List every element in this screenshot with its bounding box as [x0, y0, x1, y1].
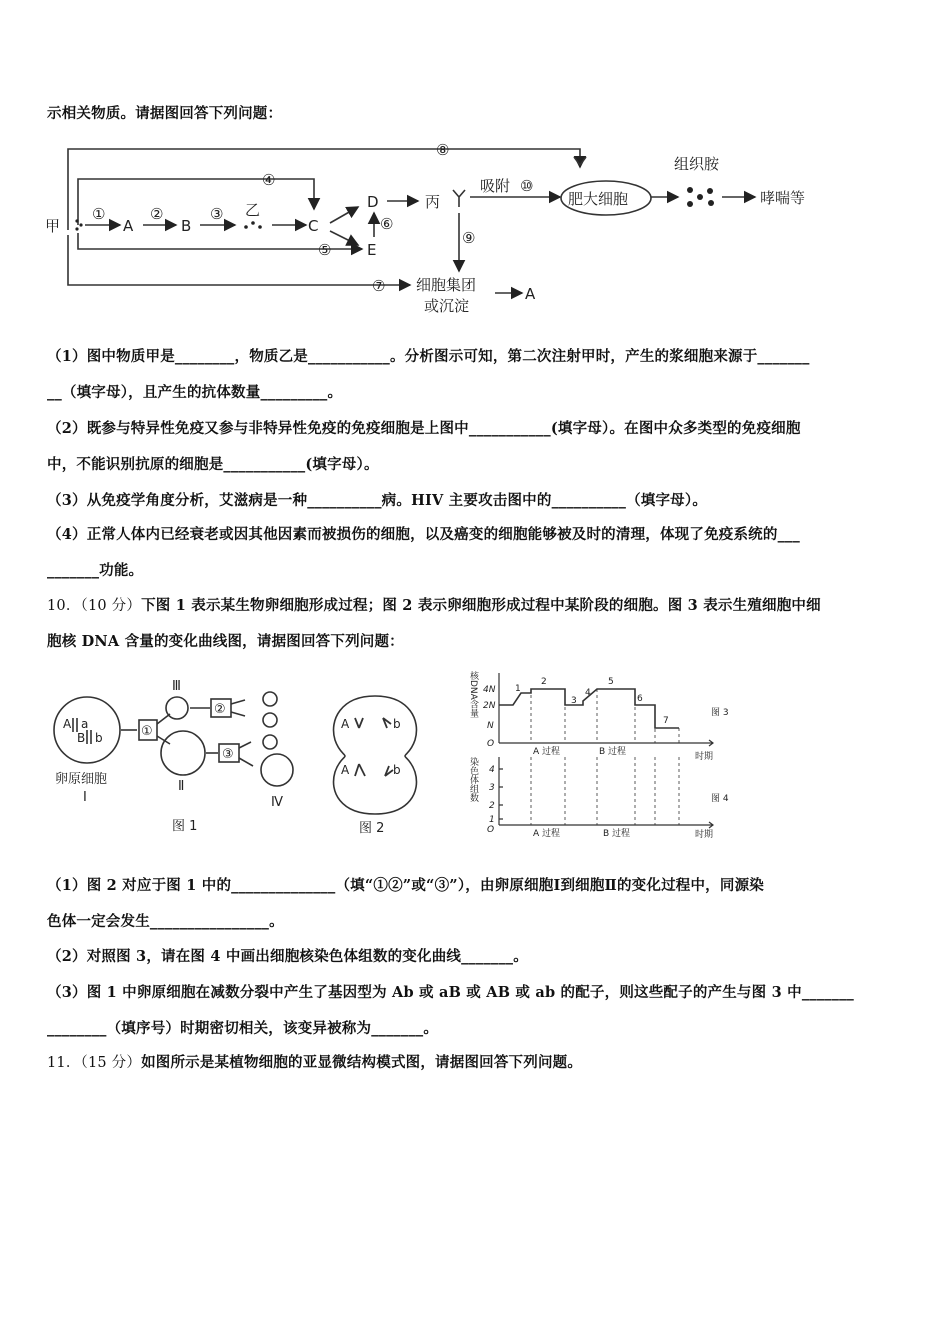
polar-arrow-3	[239, 742, 251, 748]
fig3-xlabel: 时期	[695, 752, 714, 762]
label-a2: A	[525, 285, 536, 303]
dividing-cell	[334, 696, 417, 814]
fig3-tick-o: O	[487, 739, 495, 749]
figure-2	[325, 690, 425, 840]
chromosome-top-right	[383, 718, 391, 728]
gene-b-lower: b	[95, 731, 103, 745]
fig4-tick-2: 2	[489, 801, 495, 811]
q9-p4-line2: _______功能。	[47, 562, 144, 579]
q11-number: 11．（15 分）	[47, 1055, 142, 1071]
step-1: ①	[92, 205, 106, 223]
polar-arrow-4	[239, 758, 253, 766]
gene-a-upper: A	[63, 717, 72, 731]
cell2-circle	[161, 731, 205, 775]
chromosome-b	[87, 730, 91, 744]
fig3-period-a: A 过程	[533, 747, 561, 757]
q9-p1-line1: （1）图中物质甲是________，物质乙是___________。分析图示可知，第二次注射甲时，产生的浆细胞来源于_______	[47, 348, 810, 365]
polar-body	[263, 713, 277, 727]
fig3-stage-7: 7	[663, 716, 669, 726]
label-cluster-2: 或沉淀	[424, 297, 470, 315]
chromosome-bottom-left	[355, 764, 365, 776]
q10-p2: （2）对照图 3，请在图 4 中画出细胞核染色体组数的变化曲线_______。	[47, 948, 528, 965]
step-9: ⑨	[462, 229, 476, 247]
chromosome-top-left	[355, 718, 363, 728]
fig2-top-right: b	[393, 717, 401, 731]
fig4-tick-3: 3	[489, 783, 495, 793]
step3-label: ③	[222, 747, 234, 762]
q10-stem-text: 下图 1 表示某生物卵细胞形成过程；图 2 表示卵细胞形成过程中某阶段的细胞。图 3 表示生殖细胞中细	[141, 597, 821, 614]
fig3-stage-3: 3	[571, 696, 577, 706]
fig2-bottom-right: b	[393, 763, 401, 777]
label-b: B	[181, 217, 192, 235]
gene-b-upper: B	[77, 731, 86, 745]
step-7: ⑦	[372, 277, 386, 295]
histamine-dot	[707, 188, 713, 194]
label-c: C	[308, 217, 319, 235]
label-bing: 丙	[425, 193, 441, 211]
egg-cell	[261, 754, 293, 786]
fig4-ylabel: 染色体组数	[468, 757, 478, 802]
label-e: E	[367, 241, 377, 259]
label-histamine: 组织胺	[674, 155, 720, 173]
oogonia-label-1: 卵原细胞	[55, 772, 108, 787]
histamine-dot	[697, 194, 703, 200]
fig2-top-left: A	[341, 717, 350, 731]
fig4-xlabel: 时期	[695, 830, 714, 840]
polar-body	[263, 735, 277, 749]
yi-dot	[251, 221, 255, 225]
fig3-tick-4n: 4N	[483, 685, 496, 695]
cell2-label: Ⅱ	[178, 779, 185, 794]
q10-p3-line2: ________（填序号）时期密切相关，该变异被称为_______。	[47, 1020, 439, 1037]
q11-stem: 如图所示是某植物细胞的亚显微结构模式图，请据图回答下列问题。	[141, 1054, 583, 1071]
polar-arrow-1	[231, 700, 245, 704]
fig4-tick-4: 4	[489, 765, 495, 775]
antigen-dot	[75, 219, 78, 222]
yi-dot	[244, 225, 248, 229]
fig3-period-b: B 过程	[599, 747, 627, 757]
q10-p1-line2: 色体一定会发生________________。	[47, 913, 284, 930]
q9-p3: （3）从免疫学角度分析，艾滋病是一种__________病。HIV 主要攻击图中的__________（填字母）。	[47, 492, 708, 509]
q9-p2-line1: （2）既参与特异性免疫又参与非特异性免疫的免疫细胞是上图中___________(填字母）。在图中众多类型的免疫细胞	[47, 420, 801, 437]
q11-line	[47, 1051, 582, 1072]
fig3-stage-1: 1	[515, 684, 521, 694]
path-7	[68, 235, 410, 285]
path-4	[78, 179, 314, 225]
arrow-c-d	[330, 207, 358, 223]
fig2-bottom-left: A	[341, 763, 350, 777]
oogonia-label-2: Ⅰ	[83, 790, 87, 805]
fig4-title: 图 4	[711, 794, 729, 804]
fig3-ylabel: 核DNA含量	[468, 671, 478, 718]
chromosome-a	[73, 718, 77, 732]
q10-p1-line1: （1）图 2 对应于图 1 中的______________（填“①②”或“③”），由卵原细胞Ⅰ到细胞Ⅱ的变化过程中，同源染	[47, 877, 764, 894]
step1-label: ①	[141, 724, 153, 739]
fig4-tick-o: O	[487, 825, 495, 835]
cell4-label: Ⅳ	[271, 795, 283, 810]
label-a: A	[123, 217, 134, 235]
step-6: ⑥	[380, 215, 394, 233]
figure-1	[45, 668, 315, 843]
step-8: ⑧	[436, 141, 450, 159]
histamine-dot	[687, 187, 693, 193]
figure-2-caption: 图 2	[359, 821, 385, 836]
polar-body	[263, 692, 277, 706]
fig3-tick-n: N	[487, 721, 494, 731]
figure-3-4	[465, 665, 765, 845]
fig4-period-a: A 过程	[533, 829, 561, 839]
fig3-stage-4: 4	[585, 688, 591, 698]
yi-dot	[258, 225, 262, 229]
fig3-tick-2n: 2N	[483, 701, 496, 711]
q10-number: 10．（10 分）	[47, 598, 142, 614]
q10-p3-line1: （3）图 1 中卵原细胞在减数分裂中产生了基因型为 Ab 或 aB 或 AB 或 ab 的配子，则这些配子的产生与图 3 中_______	[47, 984, 854, 1001]
gene-a-lower: a	[81, 717, 89, 731]
step-10: ⑩	[520, 177, 534, 195]
q9-p2-line2: 中，不能识别抗原的细胞是___________(填字母）。	[47, 456, 379, 473]
label-yi: 乙	[245, 201, 261, 219]
step2-label: ②	[214, 702, 226, 717]
fig3-stage-5: 5	[608, 677, 614, 687]
q9-p4-line1: （4）正常人体内已经衰老或因其他因素而被损伤的细胞，以及癌变的细胞能够被及时的清理，体现了免疫系统的___	[47, 526, 800, 543]
histamine-dot	[708, 200, 714, 206]
figure-1-caption: 图 1	[172, 819, 198, 834]
histamine-dot	[687, 201, 693, 207]
label-adsorb: 吸附	[480, 177, 511, 195]
q10-stem-line1	[47, 594, 821, 615]
cell3-label: Ⅲ	[172, 679, 181, 694]
step-5: ⑤	[318, 241, 332, 259]
antibody-icon	[453, 190, 465, 207]
polar-arrow-2	[231, 712, 245, 716]
q9-p1-line2: __（填字母），且产生的抗体数量_________。	[47, 384, 343, 401]
label-mast: 肥大细胞	[568, 190, 629, 208]
label-jia: 甲	[45, 217, 61, 235]
intro-line: 示相关物质。请据图回答下列问题：	[47, 105, 283, 122]
step-4: ④	[262, 171, 276, 189]
cell3-circle	[166, 697, 188, 719]
fig3-stage-2: 2	[541, 677, 547, 687]
q10-stem-line2: 胞核 DNA 含量的变化曲线图，请据图回答下列问题：	[47, 633, 404, 650]
fig3-title: 图 3	[711, 708, 729, 718]
chromosome-bottom-right	[385, 766, 393, 776]
arrow-c-e	[330, 231, 358, 245]
fig3-stage-6: 6	[637, 694, 643, 704]
fig4-period-b: B 过程	[603, 829, 631, 839]
antigen-dot	[75, 227, 78, 230]
step-2: ②	[150, 205, 164, 223]
label-cluster-1: 细胞集团	[416, 276, 477, 294]
fig4-tick-1: 1	[489, 815, 495, 825]
fig4-ticks	[499, 769, 503, 819]
immune-diagram	[40, 135, 840, 320]
label-d: D	[367, 193, 379, 211]
step-3: ③	[210, 205, 224, 223]
label-asthma: 哮喘等	[760, 189, 806, 207]
antigen-dot	[79, 223, 82, 226]
